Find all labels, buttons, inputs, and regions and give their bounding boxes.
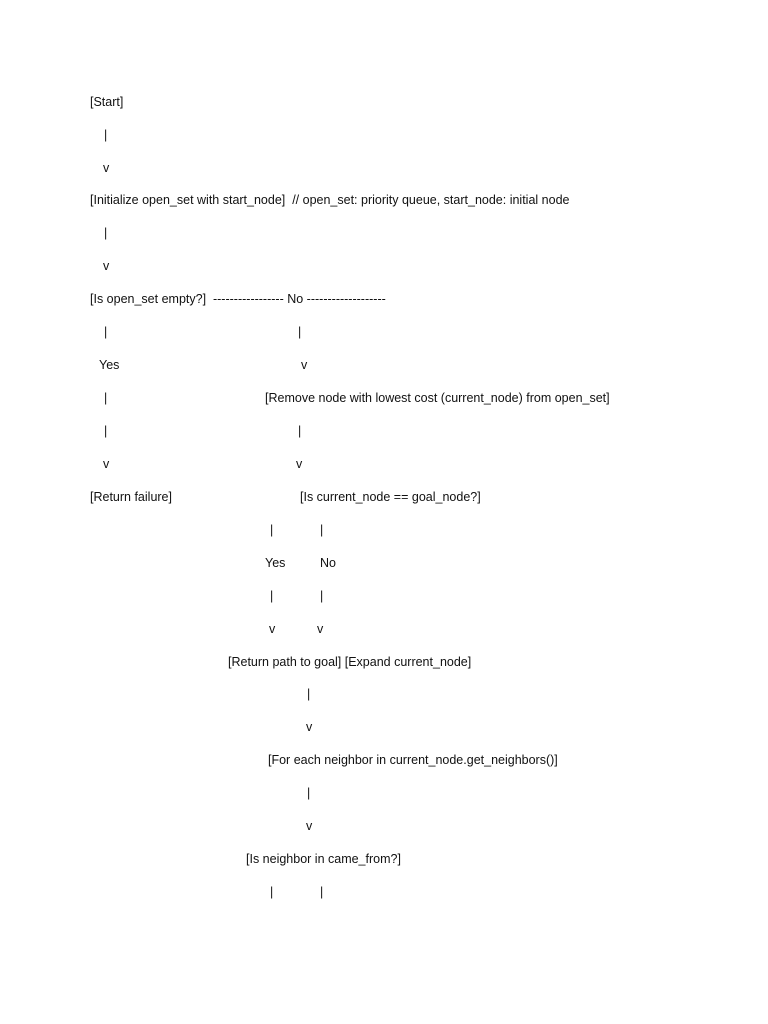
flow-connector: |: [270, 589, 274, 603]
flow-connector: |: [298, 424, 302, 438]
flow-connector: |: [104, 226, 108, 240]
flow-connector: |: [270, 885, 274, 899]
flow-for-each-neighbor: [For each neighbor in current_node.get_neighbors()]: [268, 753, 558, 767]
flow-connector: |: [104, 325, 108, 339]
flow-remove-lowest-cost: [Remove node with lowest cost (current_node) from open_set]: [265, 391, 610, 405]
flow-no-label: No: [320, 556, 336, 570]
flow-connector: |: [320, 885, 324, 899]
flow-connector: |: [270, 523, 274, 537]
flow-arrow: v: [301, 358, 308, 372]
flow-is-open-set-empty: [Is open_set empty?] ----------------- No -------------------: [90, 292, 386, 306]
flow-connector: |: [320, 589, 324, 603]
flow-connector: |: [104, 424, 108, 438]
flow-arrow: v: [306, 819, 313, 833]
flow-yes-label: Yes: [265, 556, 286, 570]
flow-return-path-expand: [Return path to goal] [Expand current_node]: [228, 655, 472, 669]
flow-arrow: v: [317, 622, 324, 636]
flow-connector: |: [320, 523, 324, 537]
flow-yes-label: Yes: [99, 358, 120, 372]
flow-connector: |: [104, 128, 108, 142]
flow-arrow: v: [296, 457, 303, 471]
flow-return-failure: [Return failure]: [90, 490, 172, 504]
flow-arrow: v: [103, 161, 110, 175]
flow-arrow: v: [103, 259, 110, 273]
flow-arrow: v: [306, 720, 313, 734]
flow-start: [Start]: [90, 95, 124, 109]
flow-connector: |: [104, 391, 108, 405]
flow-connector: |: [298, 325, 302, 339]
flow-initialize-open-set: [Initialize open_set with start_node] // open_set: priority queue, start_node: initial node: [90, 193, 570, 207]
flow-is-neighbor-in-came-from: [Is neighbor in came_from?]: [246, 852, 401, 866]
flow-arrow: v: [103, 457, 110, 471]
flow-connector: |: [307, 786, 311, 800]
flow-is-goal-node: [Is current_node == goal_node?]: [300, 490, 481, 504]
flow-arrow: v: [269, 622, 276, 636]
flow-connector: |: [307, 687, 311, 701]
